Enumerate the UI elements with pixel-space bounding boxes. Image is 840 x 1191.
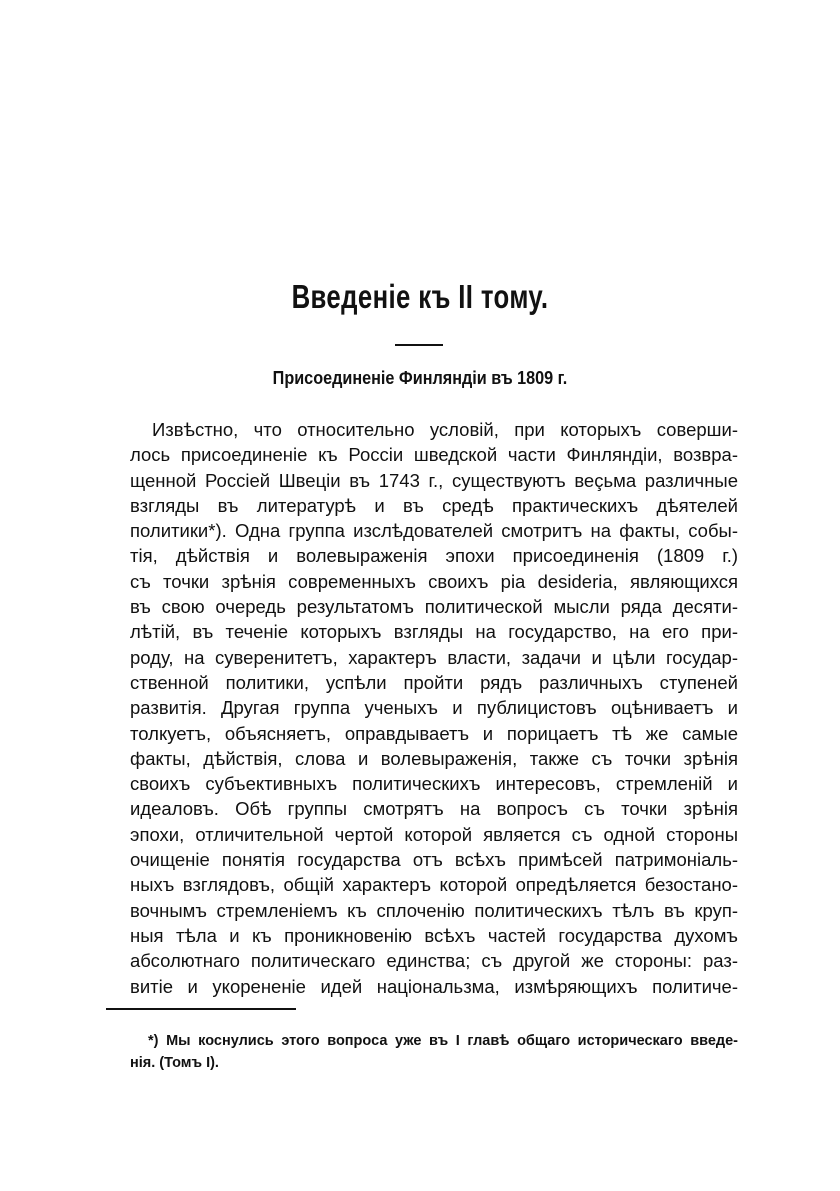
footnote <box>130 1030 738 1074</box>
footnote-line: нія. (Томъ I). <box>130 1055 219 1071</box>
paragraph-line: факты, дѣйствія, слова и волевыраженія, также съ точки зрѣнія <box>130 747 738 769</box>
paragraph-line: съ точки зрѣнія современныхъ своихъ pia desideria, являющихся <box>130 570 738 592</box>
paragraph-line: очищеніе понятія государства отъ всѣхъ примѣсей патримоніаль- <box>130 849 738 871</box>
paragraph-line: ственной политики, успѣли пройти рядъ различныхъ ступеней <box>130 671 738 693</box>
paragraph-line: политики*). Одна группа изслѣдователей смотритъ на факты, собы- <box>130 520 738 542</box>
paragraph-line: ныя тѣла и къ проникновенію всѣхъ частей государства духомъ <box>130 924 738 946</box>
paragraph-line: абсолютнаго политическаго единства; съ другой же стороны: раз- <box>130 950 738 972</box>
paragraph-line: Извѣстно, что относительно условій, при которыхъ соверши- <box>152 419 738 440</box>
paragraph-line: идеаловъ. Обѣ группы смотрятъ на вопросъ съ точки зрѣнія <box>130 798 738 820</box>
paragraph-line: толкуетъ, объясняетъ, оправдываетъ и порицаетъ тѣ же самые <box>130 722 738 744</box>
title-divider <box>395 344 443 346</box>
footnote-line: *) Мы коснулись этого вопроса уже въ I главѣ общаго историческаго введе- <box>148 1033 738 1049</box>
paragraph-line: въ свою очередь результатомъ политической мысли ряда десяти- <box>130 596 738 618</box>
paragraph-line: щенной Россіей Швеціи въ 1743 г., существуютъ веçьма различные <box>130 469 738 491</box>
section-heading: Присоединеніе Финляндіи въ 1809 г. <box>272 368 568 388</box>
paragraph-line: ныхъ взглядовъ, общій характеръ которой опредѣляется безостано- <box>130 874 738 896</box>
footnote-divider <box>106 1008 296 1010</box>
paragraph-line: лѣтій, въ теченіе которыхъ взгляды на государство, на его при- <box>130 621 738 643</box>
paragraph-line: взгляды въ литературѣ и въ средѣ практическихъ дѣятелей <box>130 494 738 516</box>
paragraph-line: тія, дѣйствія и волевыраженія эпохи присоединенія (1809 г.) <box>130 545 738 567</box>
paragraph-line: развитія. Другая группа ученыхъ и публицистовъ оцѣниваетъ и <box>130 697 738 719</box>
paragraph-line: вочнымъ стремленіемъ къ сплоченію политическихъ тѣлъ въ круп- <box>130 899 738 921</box>
paragraph-line: роду, на суверенитетъ, характеръ власти, задачи и цѣли государ- <box>130 646 738 668</box>
page-title: Введеніе къ II тому. <box>291 278 549 315</box>
paragraph-line: витіе и укорененіе идей національзма, измѣряющихъ политиче- <box>130 975 738 997</box>
body-paragraph <box>130 417 738 999</box>
paragraph-line: эпохи, отличительной чертой которой является съ одной стороны <box>130 823 738 845</box>
paragraph-line: лось присоединеніе къ Россіи шведской части Финляндіи, возвра- <box>130 444 738 466</box>
paragraph-line: своихъ субъективныхъ политическихъ интересовъ, стремленій и <box>130 773 738 795</box>
